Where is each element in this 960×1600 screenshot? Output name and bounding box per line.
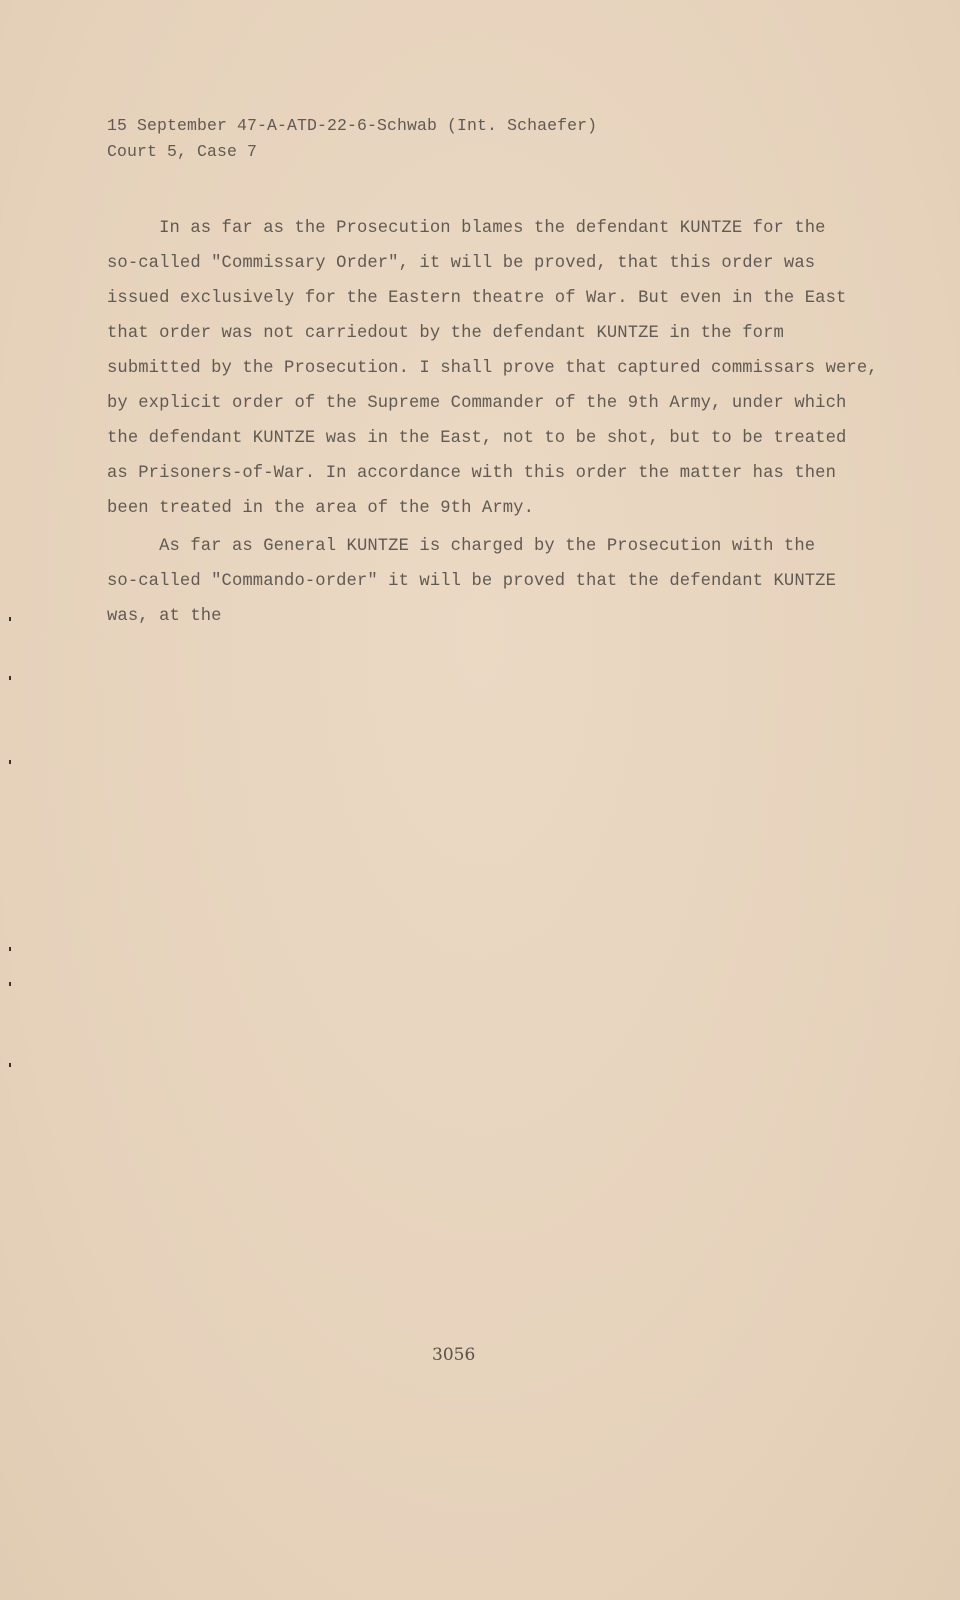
binding-mark [9, 676, 11, 680]
binding-mark [9, 760, 11, 764]
binding-mark [9, 982, 11, 986]
body-line: that order was not carriedout by the defendant KUNTZE in the form [107, 324, 784, 343]
page-number: 3056 [432, 1345, 476, 1365]
body-line: In as far as the Prosecution blames the defendant KUNTZE for the [107, 219, 826, 238]
body-line: the defendant KUNTZE was in the East, not to be shot, but to be treated [107, 429, 847, 448]
binding-mark [9, 1063, 11, 1067]
body-line: so-called "Commissary Order", it will be proved, that this order was [107, 254, 816, 273]
body-line: been treated in the area of the 9th Army. [107, 499, 534, 518]
body-line: by explicit order of the Supreme Commander of the 9th Army, under which [107, 394, 847, 413]
body-line: submitted by the Prosecution. I shall prove that captured commissars were, [107, 359, 878, 378]
body-line: was, at the [107, 607, 222, 626]
binding-mark [9, 947, 11, 951]
header-reference: 15 September 47-A-ATD-22-6-Schwab (Int. Schaefer) [107, 116, 598, 135]
binding-mark [9, 617, 11, 621]
body-line: so-called "Commando-order" it will be proved that the defendant KUNTZE [107, 572, 836, 591]
header-court-case: Court 5, Case 7 [107, 142, 258, 161]
body-line: issued exclusively for the Eastern theatre of War. But even in the East [107, 289, 847, 308]
body-line: As far as General KUNTZE is charged by the Prosecution with the [107, 537, 816, 556]
body-line: as Prisoners-of-War. In accordance with this order the matter has then [107, 464, 836, 483]
